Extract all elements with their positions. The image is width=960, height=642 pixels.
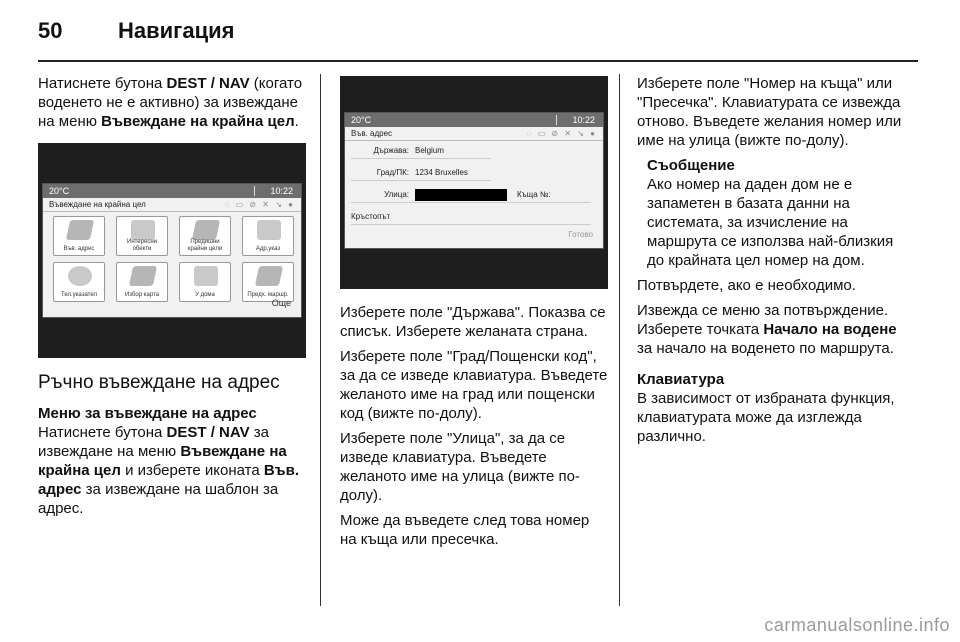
icon-grid <box>53 216 293 302</box>
tile-points-of-interest[interactable]: Интересни обекти <box>116 216 168 256</box>
address-entry-paragraph: Натиснете бутона DEST / NAV за извеждане на меню Въвеждане на крайна цел и изберете иконата Във. адрес за извеждане на шаблон за адрес. <box>38 424 299 517</box>
map-select-icon <box>129 266 157 286</box>
screen-menu-title: Въвеждане на крайна цел <box>49 200 146 209</box>
screen-title-address: Във. адрес <box>351 129 393 138</box>
street-label: Улица: <box>384 190 409 199</box>
tile-previous-destinations[interactable]: Предишни крайни цели <box>179 216 231 256</box>
page-title: Навигация <box>118 18 235 43</box>
tile-previous-routes[interactable]: Предх. маршр. <box>242 262 294 302</box>
tile-select-map[interactable]: Избор карта <box>116 262 168 302</box>
home-icon <box>194 266 218 286</box>
phone-icon <box>68 266 92 286</box>
map-icon <box>66 220 94 240</box>
column-2 <box>340 74 608 555</box>
house-number-instructions: Изберете поле "Номер на къща" или "Пресечка". Клавиатурата се извежда отново. Въведете желания номер или име на улица (вижте по-долу). <box>637 75 902 149</box>
country-label: Държава: <box>373 146 409 155</box>
device-screen-2 <box>344 112 604 249</box>
status-indicators-icon: ◌ ▭ ⊘ ✕ ↘ ● <box>224 200 295 209</box>
status-bar-2 <box>345 113 603 127</box>
tile-address-entry[interactable]: Във. адрес <box>53 216 105 256</box>
device-screen <box>42 183 302 318</box>
crossing-row[interactable] <box>351 209 591 225</box>
status-bar <box>43 184 301 198</box>
destination-menu-screenshot <box>38 143 306 358</box>
confirm-paragraph: Потвърдете, ако е необходимо. <box>637 277 856 294</box>
page-number: 50 <box>38 18 63 43</box>
column-divider-2 <box>619 74 620 606</box>
note-text: Ако номер на даден дом не е запаметен в базата данни на системата, за изчисление на маршрута се използва най-близкия до крайната цел номер на дом. <box>647 176 894 269</box>
book-icon <box>257 220 281 240</box>
city-label: Град/ПК: <box>376 168 409 177</box>
street-input[interactable] <box>415 189 507 201</box>
screen-header-2 <box>345 127 603 141</box>
house-number-hint: Може да въведете след това номер на къща или пресечка. <box>340 512 590 548</box>
tile-address-book[interactable]: Адр.указ <box>242 216 294 256</box>
done-button[interactable]: Готово <box>568 230 593 239</box>
intro-paragraph: Натиснете бутона DEST / NAV (когато воденето не е активно) за извеждане на меню Въвеждане на крайна цел. <box>38 75 303 130</box>
tile-home[interactable]: У дома <box>179 262 231 302</box>
crossing-label: Кръстопът <box>351 212 391 221</box>
status-separator-2 <box>556 115 557 125</box>
column-divider-1 <box>320 74 321 606</box>
status-separator <box>254 186 255 196</box>
city-value: 1234 Bruxelles <box>415 168 468 177</box>
street-row[interactable] <box>351 187 591 203</box>
column-3 <box>637 74 907 452</box>
destination-menu-label: Въвеждане на крайна цел <box>101 113 295 130</box>
temperature-readout: 20°C <box>49 186 70 196</box>
subheading-address-menu: Меню за въвеждане на адрес <box>38 405 257 422</box>
flag-icon <box>192 220 220 240</box>
keyboard-heading: Клавиатура <box>637 371 725 388</box>
poi-icon <box>131 220 155 240</box>
note-block <box>637 156 907 270</box>
city-row[interactable] <box>351 165 491 181</box>
keyboard-paragraph: В зависимост от избраната функция, клавиатурата може да изглежда различно. <box>637 390 895 445</box>
status-indicators-icon-2: ◌ ▭ ⊘ ✕ ↘ ● <box>526 129 597 138</box>
city-instructions: Изберете поле "Град/Пощенски код", за да се изведе клавиатура. Въведете желаното име на град или пощенски код (вижте по-долу). <box>340 348 608 422</box>
clock-readout-2: 10:22 <box>572 115 595 125</box>
tile-phone-book[interactable]: Тел.указател <box>53 262 105 302</box>
temperature-readout-2: 20°C <box>351 115 372 125</box>
screen-header <box>43 198 301 212</box>
house-number-label[interactable]: Къща №: <box>517 190 551 199</box>
country-row[interactable] <box>351 143 491 159</box>
column-1 <box>38 74 306 524</box>
more-button[interactable]: Още <box>271 298 291 308</box>
route-icon <box>255 266 283 286</box>
section-heading: Ръчно въвеждане на адрес <box>38 372 280 393</box>
header-rule <box>38 60 918 62</box>
clock-readout: 10:22 <box>270 186 293 196</box>
address-entry-screenshot <box>340 76 608 289</box>
street-instructions: Изберете поле "Улица", за да се изведе клавиатура. Въведете желаното име на улица (вижте по-долу). <box>340 430 580 504</box>
note-title: Съобщение <box>647 157 735 174</box>
country-instructions: Изберете поле "Държава". Показва се списък. Изберете желаната страна. <box>340 304 606 340</box>
dest-nav-label: DEST / NAV <box>166 75 250 92</box>
start-guidance-paragraph: Извежда се меню за потвърждение. Изберете точката Начало на водене за начало на воденето по маршрута. <box>637 302 897 357</box>
start-guidance-label: Начало на водене <box>763 321 897 338</box>
watermark: carmanualsonline.info <box>764 615 950 635</box>
country-value: Belgium <box>415 146 444 155</box>
